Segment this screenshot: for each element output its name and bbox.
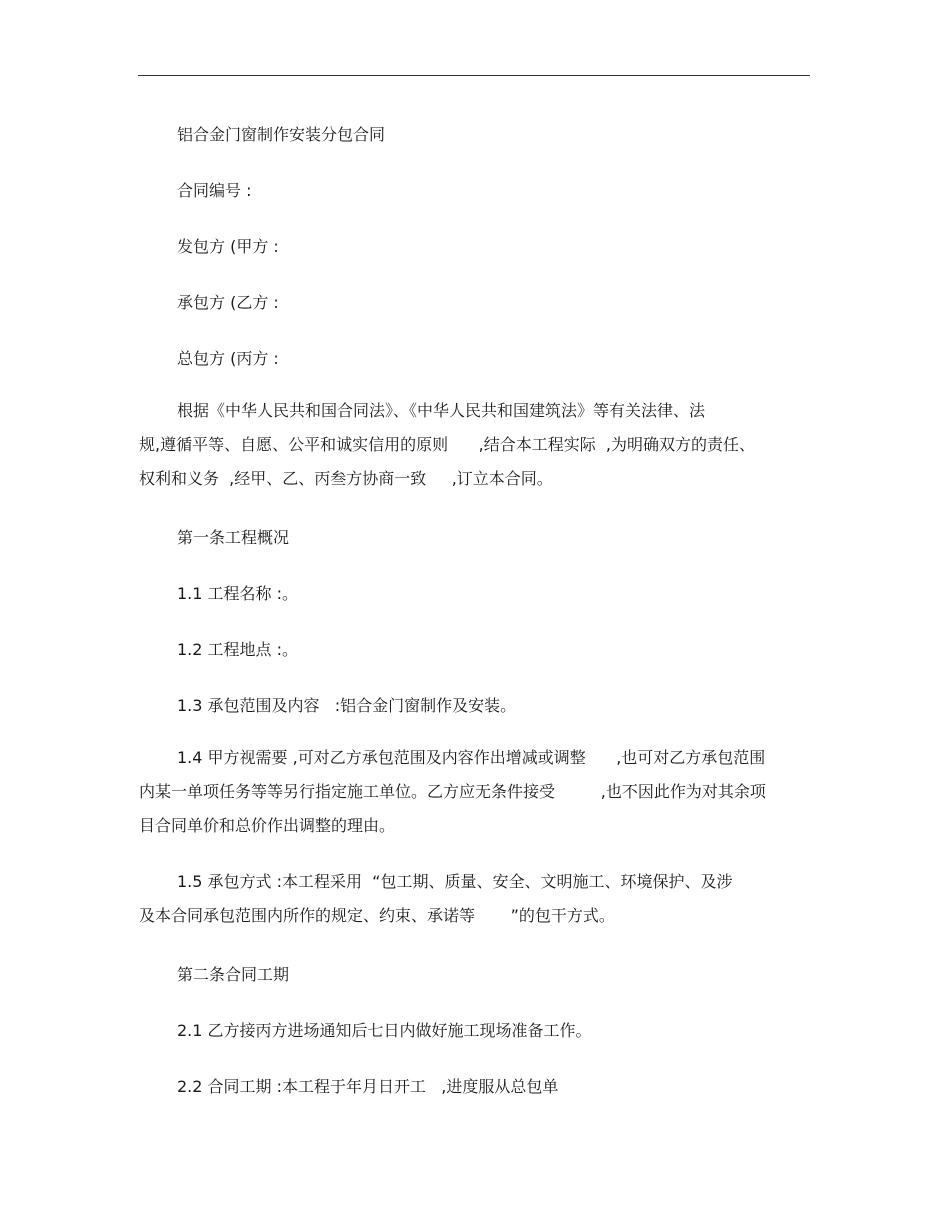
clause-1-5 xyxy=(139,865,789,933)
clause-1-1: 1.1 工程名称 :。 xyxy=(177,584,299,603)
clause-1-3: 1.3 承包范围及内容 :铝合金门窗制作及安装。 xyxy=(177,696,517,715)
party-c: 总包方 (丙方 : xyxy=(177,349,279,368)
clause-line: 1.4 甲方视需要 ,可对乙方承包范围及内容作出增减或调整 ,也可对乙方承包范围 xyxy=(177,748,766,767)
clause-line: 1.5 承包方式 :本工程采用 “包工期、质量、安全、文明施工、环境保护、及涉 xyxy=(177,872,733,891)
contract-number: 合同编号 : xyxy=(177,181,252,200)
clause-2-2: 2.2 合同工期 :本工程于年月日开工 ,进度服从总包单 xyxy=(177,1077,559,1096)
header-rule xyxy=(138,75,810,76)
intro-line: 根据《中华人民共和国合同法》、《中华人民共和国建筑法》等有关法律、法 xyxy=(177,401,706,420)
clause-line: 及本合同承包范围内所作的规定、约束、承诺等 ”的包干方式。 xyxy=(139,906,615,925)
intro-line: 权利和义务 ,经甲、乙、丙叁方协商一致 ,订立本合同。 xyxy=(139,469,553,488)
clause-line: 内某一单项任务等等另行指定施工单位。乙方应无条件接受 ,也不因此作为对其余项 xyxy=(139,782,766,801)
party-b: 承包方 (乙方 : xyxy=(177,293,279,312)
contract-title: 铝合金门窗制作安装分包合同 xyxy=(177,125,386,144)
article-2-heading: 第二条合同工期 xyxy=(177,965,290,984)
intro-paragraph xyxy=(139,394,789,496)
clause-1-2: 1.2 工程地点 :。 xyxy=(177,640,299,659)
intro-line: 规,遵循平等、自愿、公平和诚实信用的原则 ,结合本工程实际 ,为明确双方的责任、 xyxy=(139,435,755,454)
clause-1-4 xyxy=(139,741,789,843)
party-a: 发包方 (甲方 : xyxy=(177,237,279,256)
article-1-heading: 第一条工程概况 xyxy=(177,528,290,547)
clause-line: 目合同单价和总价作出调整的理由。 xyxy=(139,816,396,835)
document-body xyxy=(139,124,789,1098)
clause-2-1: 2.1 乙方接丙方进场通知后七日内做好施工现场准备工作。 xyxy=(177,1021,592,1040)
